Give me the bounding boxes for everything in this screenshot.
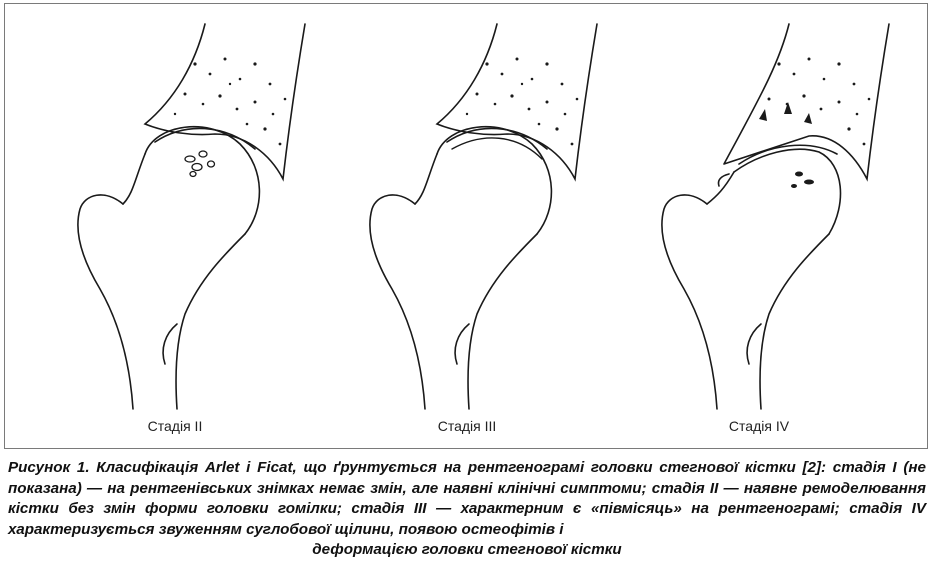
stage-2-panel bbox=[25, 4, 325, 444]
figure-caption bbox=[8, 458, 926, 561]
stage-3-panel bbox=[317, 4, 617, 444]
femoral-head bbox=[145, 127, 259, 234]
lesser-trochanter bbox=[163, 324, 177, 364]
pelvis-trabecular-dots bbox=[174, 58, 287, 146]
pelvis-outline bbox=[437, 24, 597, 179]
caption-last-line: деформацією головки стегнової кістки bbox=[312, 541, 622, 558]
femur-shaft-inner bbox=[468, 234, 537, 409]
pelvis-trabecular-dots bbox=[466, 58, 579, 146]
pelvis-outline bbox=[145, 24, 305, 179]
lesser-trochanter bbox=[455, 324, 469, 364]
stage-2-femur-drawing bbox=[25, 4, 325, 414]
lesser-trochanter bbox=[747, 324, 761, 364]
greater-trochanter bbox=[662, 195, 717, 409]
stage-4-panel bbox=[609, 4, 909, 444]
osteophyte bbox=[718, 174, 729, 186]
figure-frame bbox=[4, 3, 928, 449]
greater-trochanter bbox=[78, 195, 133, 409]
femur-neck-upper bbox=[123, 154, 145, 204]
stage-4-label: Стадія IV bbox=[728, 418, 790, 434]
pelvis-trabecular-dots bbox=[768, 58, 871, 146]
caption-text: Рисунок 1. Класифікація Arlet і Ficat, що ґрунтується на рентгенограмі головки стегнової кістки [2]: стадія I (не показана) — на рентгенівських знімках немає змін, але наявні клінічні симптоми; стадія II — наявне ремоделювання кістки без змін форми головки гомілки; стадія III — характерним є «півмісяць» на рентгенограмі; стадія IV характеризується звуженням суглобової щілини, появою остеофітів і bbox=[8, 459, 926, 538]
stage-2-label: Стадія II bbox=[147, 418, 203, 434]
pelvis-outline bbox=[724, 24, 889, 179]
femur-neck-upper bbox=[415, 154, 437, 204]
stage-3-femur-drawing bbox=[317, 4, 617, 414]
stage-4-femur-drawing bbox=[609, 4, 909, 414]
femoral-head-collapsed bbox=[734, 149, 840, 234]
femoral-head bbox=[437, 127, 551, 234]
stage-3-label: Стадія III bbox=[437, 418, 497, 434]
femur-neck-upper bbox=[707, 172, 734, 204]
lucent-lesions bbox=[185, 151, 215, 177]
greater-trochanter bbox=[370, 195, 425, 409]
femur-shaft-inner bbox=[760, 234, 829, 409]
femur-shaft-inner bbox=[176, 234, 245, 409]
